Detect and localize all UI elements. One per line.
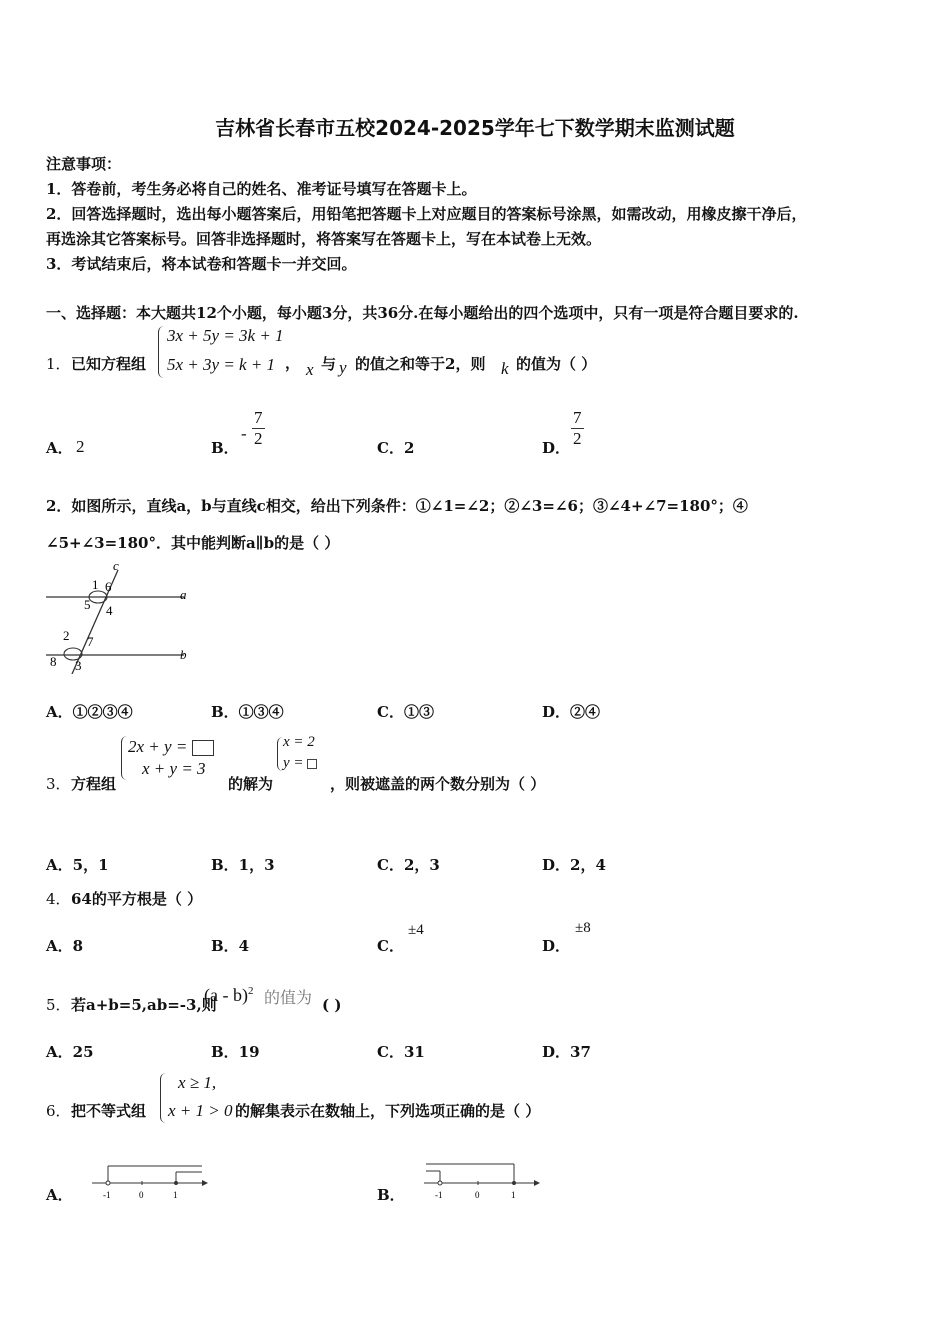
q3-prefix: 方程组 bbox=[71, 775, 117, 793]
q1-var-x: x bbox=[306, 360, 314, 379]
axis-label-1: 1 bbox=[173, 1190, 178, 1200]
q5-number: 5． bbox=[46, 996, 71, 1014]
q1-option-b-label[interactable]: B． bbox=[211, 439, 239, 457]
q4-number: 4． bbox=[46, 890, 71, 908]
q5-expression-exponent: 2 bbox=[247, 985, 254, 997]
label-angle-4: 4 bbox=[106, 603, 113, 618]
q1-option-c[interactable]: C．2 bbox=[377, 439, 415, 457]
label-angle-8: 8 bbox=[50, 654, 57, 669]
q6-number: 6． bbox=[46, 1102, 71, 1120]
section-heading: 一、选择题：本大题共12个小题，每小题3分，共36分.在每小题给出的四个选项中，只有一项是符合题目要求的. bbox=[46, 304, 799, 322]
axis-label-1: 1 bbox=[511, 1190, 516, 1200]
page-title: 吉林省长春市五校2024-2025学年七下数学期末监测试题 bbox=[215, 116, 735, 140]
q3-solution-x: x = 2 bbox=[283, 734, 315, 750]
q5-expression-base: (a - b) bbox=[204, 985, 248, 1005]
q3-equation-2: x + y = 3 bbox=[142, 759, 206, 778]
q5-expression bbox=[204, 985, 253, 1006]
label-b: b bbox=[180, 647, 187, 662]
q1-suffix: 的值为（ ） bbox=[516, 355, 597, 373]
q5-expression-tail: 的值为 bbox=[264, 988, 313, 1007]
q4-text: 64的平方根是（ ） bbox=[71, 890, 203, 908]
q3-option-a[interactable]: A．5，1 bbox=[46, 856, 109, 874]
q3-system-brace bbox=[121, 736, 128, 780]
q3-option-c[interactable]: C．2，3 bbox=[377, 856, 440, 874]
axis-label-0: 0 bbox=[139, 1190, 144, 1200]
q1-option-d-label[interactable]: D． bbox=[542, 439, 571, 457]
q5-option-b[interactable]: B．19 bbox=[211, 1043, 260, 1061]
label-angle-3: 3 bbox=[75, 658, 82, 673]
label-c: c bbox=[113, 558, 119, 573]
q5-option-a[interactable]: A．25 bbox=[46, 1043, 94, 1061]
q2-option-d[interactable]: D．②④ bbox=[542, 703, 601, 721]
label-angle-2: 2 bbox=[63, 628, 70, 643]
q1-comma: ， bbox=[285, 354, 301, 372]
q1-equation-2: 5x + 3y = k + 1 bbox=[167, 355, 276, 374]
axis-label-neg1: -1 bbox=[435, 1190, 443, 1200]
q1-var-y: y bbox=[339, 358, 347, 377]
q5-option-d[interactable]: D．37 bbox=[542, 1043, 591, 1061]
q6-inequality-2: x + 1 > 0 bbox=[168, 1101, 233, 1120]
q1-option-d-fraction: $\frac{7}{2}$ bbox=[573, 408, 582, 448]
q3-number: 3． bbox=[46, 775, 71, 793]
q3-solution-y-text: y = bbox=[283, 755, 304, 771]
q3-solution-y bbox=[283, 755, 317, 772]
q2-text-line-1: 2．如图所示，直线a，b与直线c相交，给出下列条件：①∠1=∠2；②∠3=∠6；③∠4+∠7=180°；④ bbox=[46, 497, 748, 515]
notice-item-2-cont: 再选涂其它答案标号。回答非选择题时，将答案写在答题卡上，写在本试卷上无效。 bbox=[46, 230, 602, 248]
q2-option-b[interactable]: B．①③④ bbox=[211, 703, 284, 721]
label-angle-7: 7 bbox=[87, 634, 94, 649]
q6-option-a-number-line bbox=[90, 1160, 210, 1204]
q1-option-a-value: 2 bbox=[76, 437, 85, 456]
q3-covered-box-2 bbox=[307, 759, 317, 769]
q3-covered-box-1 bbox=[192, 740, 214, 756]
notice-item-2: 2．回答选择题时，选出每小题答案后，用铅笔把答题卡上对应题目的答案标号涂黑，如需改动，用橡皮擦干净后， bbox=[46, 205, 807, 223]
q1-equation-1: 3x + 5y = 3k + 1 bbox=[167, 326, 284, 345]
q5-prefix: 若a+b=5,ab=-3,则 bbox=[71, 996, 217, 1014]
q2-option-a[interactable]: A．①②③④ bbox=[46, 703, 133, 721]
q3-equation-1-text: 2x + y = bbox=[128, 737, 188, 756]
q6-system-brace bbox=[160, 1073, 167, 1123]
q3-middle: 的解为 bbox=[228, 775, 274, 793]
q4-option-a[interactable]: A．8 bbox=[46, 937, 84, 955]
q6-suffix: 的解集表示在数轴上，下列选项正确的是（ ） bbox=[235, 1102, 541, 1120]
axis-label-neg1: -1 bbox=[103, 1190, 111, 1200]
q1-var-k: k bbox=[501, 359, 509, 378]
notice-heading: 注意事项： bbox=[46, 155, 122, 173]
q3-equation-1 bbox=[128, 737, 214, 757]
q4-option-c-value: ±4 bbox=[408, 922, 424, 938]
q2-text-line-2: ∠5+∠3=180°．其中能判断a∥b的是（ ） bbox=[46, 534, 340, 552]
q6-prefix: 把不等式组 bbox=[71, 1102, 147, 1120]
q5-suffix: ( ) bbox=[322, 996, 342, 1014]
q2-option-c[interactable]: C．①③ bbox=[377, 703, 434, 721]
q1-and: 与 bbox=[321, 355, 337, 373]
label-angle-5: 5 bbox=[84, 597, 91, 612]
label-a: a bbox=[180, 587, 187, 602]
q1-number: 1． bbox=[46, 355, 71, 373]
q1-option-a-label[interactable]: A． bbox=[46, 439, 73, 457]
q3-suffix: ，则被遮盖的两个数分别为（ ） bbox=[330, 775, 546, 793]
notice-item-3: 3．考试结束后，将本试卷和答题卡一并交回。 bbox=[46, 255, 357, 273]
notice-item-1: 1．答卷前，考生务必将自己的姓名、准考证号填写在答题卡上。 bbox=[46, 180, 477, 198]
q6-option-a-label[interactable]: A． bbox=[46, 1186, 73, 1204]
q4-option-d-value: ±8 bbox=[575, 920, 591, 936]
q1-option-b-fraction: $\frac{7}{2}$ bbox=[254, 408, 263, 448]
q1-system-brace bbox=[158, 326, 165, 378]
label-angle-1: 1 bbox=[92, 577, 99, 592]
q4-option-d-label[interactable]: D． bbox=[542, 937, 571, 955]
q6-option-b-label[interactable]: B． bbox=[377, 1186, 405, 1204]
axis-label-0: 0 bbox=[475, 1190, 480, 1200]
q6-inequality-1: x ≥ 1, bbox=[178, 1073, 217, 1092]
q3-option-b[interactable]: B．1，3 bbox=[211, 856, 275, 874]
q4-option-c-label[interactable]: C． bbox=[377, 937, 404, 955]
q1-middle: 的值之和等于2，则 bbox=[355, 355, 486, 373]
q3-option-d[interactable]: D．2，4 bbox=[542, 856, 606, 874]
q5-option-c[interactable]: C．31 bbox=[377, 1043, 425, 1061]
q1-option-b-sign: - bbox=[241, 424, 247, 443]
q2-figure-parallel-lines bbox=[44, 558, 194, 674]
q4-option-b[interactable]: B．4 bbox=[211, 937, 250, 955]
q1-prefix: 已知方程组 bbox=[71, 355, 147, 373]
label-angle-6: 6 bbox=[105, 579, 112, 594]
q6-option-b-number-line bbox=[422, 1160, 542, 1204]
